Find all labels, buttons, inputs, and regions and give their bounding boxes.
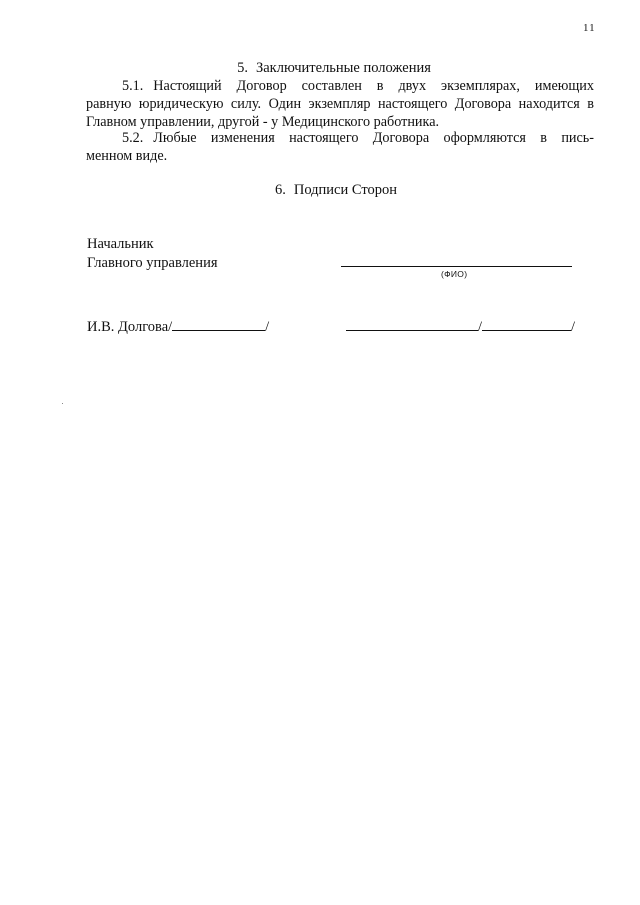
paragraph-5-1-line1: Настоящий Договор составлен в двух экземплярах, имеющих — [153, 78, 594, 94]
section-5-title — [14, 60, 640, 77]
scan-speck — [62, 403, 63, 404]
paragraph-5-2-line1: Любые изменения настоящего Договора оформляются в пись- — [153, 130, 594, 146]
left-signature-slash: / — [265, 319, 270, 335]
paragraph-5-2-rest: менном виде. — [86, 148, 168, 164]
left-signatory-name: И.В. Долгова/ — [87, 319, 173, 335]
paragraph-5-1-first-line — [86, 77, 594, 95]
right-signature-slash-2: / — [571, 319, 576, 335]
right-signature-blank-2 — [482, 316, 571, 331]
right-signature-blank-1 — [346, 316, 478, 331]
section-5-title-text: Заключительные положения — [255, 60, 431, 76]
right-signature-row — [346, 316, 575, 336]
paragraph-5-1-rest: равную юридическую силу. Один экземпляр настоящего Договора находится в Главном управлении, другой - у Медицинского работника. — [86, 96, 594, 130]
section-6-title-text: Подписи Сторон — [293, 182, 398, 198]
paragraph-5-2-first-line — [86, 129, 594, 147]
paragraph-5-1 — [86, 77, 594, 131]
fio-signature-line — [341, 266, 572, 267]
right-signature-slash-1: / — [478, 319, 483, 335]
signatory-position-line2: Главного управления — [87, 255, 218, 271]
left-signature-row — [87, 316, 269, 336]
section-6-title — [16, 182, 640, 199]
fio-caption: (ФИО) — [441, 269, 468, 279]
left-signature-blank — [172, 316, 265, 331]
section-5-number: 5. — [237, 60, 248, 76]
signatory-position — [87, 235, 218, 273]
section-6-number: 6. — [274, 182, 286, 198]
paragraph-5-2 — [86, 129, 594, 165]
paragraph-5-2-number: 5.2. — [122, 130, 144, 146]
signatory-position-line1: Начальник — [87, 236, 154, 252]
page-number: 11 — [583, 22, 596, 34]
paragraph-5-1-number: 5.1. — [122, 78, 144, 94]
